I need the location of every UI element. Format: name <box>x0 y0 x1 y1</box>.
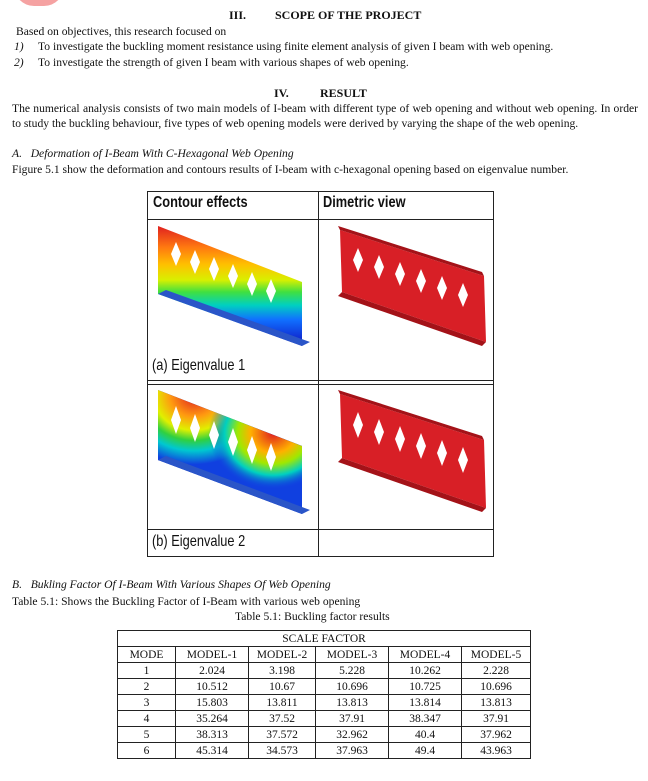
objective-item-1: 1) To investigate the buckling moment resistance using finite element analysis of given I beam with web opening. <box>14 40 554 53</box>
column-header: MODEL-1 <box>176 647 249 663</box>
table-cell: 5.228 <box>316 663 389 679</box>
table-cell: 3 <box>118 695 176 711</box>
table-cell: 37.91 <box>462 711 531 727</box>
figure-header-dimetric: Dimetric view <box>323 194 406 211</box>
contour-beam-eigenvalue-1 <box>152 224 314 348</box>
table-caption: Table 5.1: Buckling factor results <box>235 610 390 623</box>
table-cell: 43.963 <box>462 743 531 759</box>
table-row <box>118 711 531 727</box>
table-cell: 38.347 <box>389 711 462 727</box>
table-cell: 37.963 <box>316 743 389 759</box>
table-row <box>118 727 531 743</box>
table-cell: 10.67 <box>249 679 316 695</box>
table-header-row <box>118 647 531 663</box>
section-heading-result <box>274 86 367 101</box>
table-cell: 3.198 <box>249 663 316 679</box>
table-row <box>118 679 531 695</box>
table-cell: 10.696 <box>462 679 531 695</box>
table-cell: 2.024 <box>176 663 249 679</box>
table-group-header: SCALE FACTOR <box>118 631 531 647</box>
section-title: RESULT <box>320 86 367 100</box>
table-cell: 45.314 <box>176 743 249 759</box>
dimetric-beam-eigenvalue-2 <box>324 388 490 518</box>
table-cell: 32.962 <box>316 727 389 743</box>
journal-logo-fragment <box>14 0 64 6</box>
table-cell: 4 <box>118 711 176 727</box>
table-row <box>118 663 531 679</box>
subsection-heading-a: A. Deformation of I-Beam With C-Hexagonal Web Opening <box>12 147 294 160</box>
column-header: MODE <box>118 647 176 663</box>
table-cell: 10.512 <box>176 679 249 695</box>
table-cell: 2.228 <box>462 663 531 679</box>
table-cell: 13.811 <box>249 695 316 711</box>
table-cell: 6 <box>118 743 176 759</box>
table-cell: 5 <box>118 727 176 743</box>
table-cell: 10.262 <box>389 663 462 679</box>
figure-5-1 <box>147 191 494 557</box>
table-cell: 37.962 <box>462 727 531 743</box>
table-cell: 2 <box>118 679 176 695</box>
table-cell: 15.803 <box>176 695 249 711</box>
table-cell: 10.725 <box>389 679 462 695</box>
column-header: MODEL-2 <box>249 647 316 663</box>
buckling-factor-table <box>117 630 531 759</box>
table-row <box>118 695 531 711</box>
table-intro: Table 5.1: Shows the Buckling Factor of I-Beam with various web opening <box>12 595 361 608</box>
scope-intro: Based on objectives, this research focused on <box>16 25 227 38</box>
objective-item-2: 2) To investigate the strength of given I beam with various shapes of web opening. <box>14 56 409 69</box>
table-cell: 40.4 <box>389 727 462 743</box>
column-header: MODEL-4 <box>389 647 462 663</box>
table-cell: 37.572 <box>249 727 316 743</box>
table-cell: 13.813 <box>316 695 389 711</box>
caption-eigenvalue-1: (a) Eigenvalue 1 <box>152 357 246 374</box>
section-heading-scope <box>229 8 421 23</box>
contour-beam-eigenvalue-2 <box>152 388 314 518</box>
table-cell: 49.4 <box>389 743 462 759</box>
caption-eigenvalue-2: (b) Eigenvalue 2 <box>152 533 246 550</box>
section-number: III. <box>229 8 247 22</box>
subsection-heading-b: B. Bukling Factor Of I-Beam With Various Shapes Of Web Opening <box>12 578 331 591</box>
section-number: IV. <box>274 86 289 100</box>
table-cell: 37.91 <box>316 711 389 727</box>
table-cell: 37.52 <box>249 711 316 727</box>
table-cell: 10.696 <box>316 679 389 695</box>
figure-header-contour: Contour effects <box>153 194 248 211</box>
table-cell: 38.313 <box>176 727 249 743</box>
section-title: SCOPE OF THE PROJECT <box>275 8 422 22</box>
figure-description: Figure 5.1 show the deformation and contours results of I-beam with c-hexagonal opening based on eigenvalue number. <box>12 163 569 176</box>
dimetric-beam-eigenvalue-1 <box>324 224 490 348</box>
table-cell: 13.813 <box>462 695 531 711</box>
table-cell: 1 <box>118 663 176 679</box>
result-paragraph: The numerical analysis consists of two main models of I-beam with different type of web opening and without web opening. In order to study the buckling behaviour, five types of web opening models were derived by varying the shape of the web opening. <box>12 102 638 130</box>
column-header: MODEL-3 <box>316 647 389 663</box>
table-row <box>118 743 531 759</box>
table-cell: 35.264 <box>176 711 249 727</box>
table-cell: 34.573 <box>249 743 316 759</box>
table-cell: 13.814 <box>389 695 462 711</box>
column-header: MODEL-5 <box>462 647 531 663</box>
